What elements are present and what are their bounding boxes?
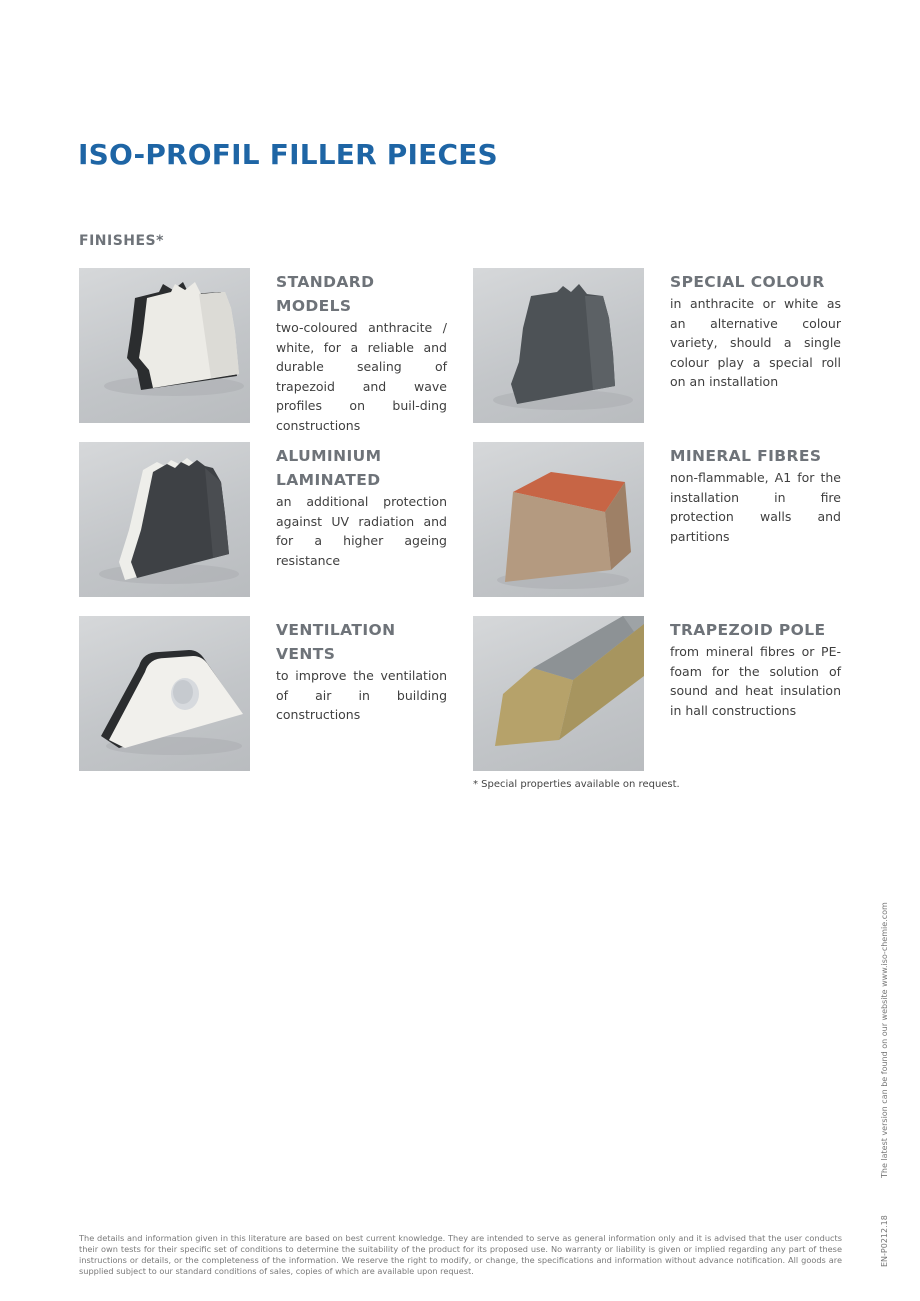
finish-item-trapezoid-pole bbox=[473, 616, 843, 771]
page-title: ISO-PROFIL FILLER PIECES bbox=[78, 138, 498, 171]
item-description: in anthracite or white as an alternative colour variety, should a single colour play a special roll on an installation bbox=[670, 296, 841, 389]
disclaimer: The details and information given in this literature are based on best current knowledge. They are intended to serve as general information only and it is advised that the user conducts their own tests for their specific set of conditions to determine the suitability of the product for its proposed use. No warranty or liability is given or implied regarding any part of these instructions or details, or the completeness of the information. We reserve the right to modify, or change, the specifications and information without advance notification. All goods are supplied subject to our standard conditions of sales, copies of which are available upon request. bbox=[79, 1233, 842, 1276]
item-title: STANDARD MODELS bbox=[276, 273, 375, 315]
item-description: an additional protection against UV radiation and for a higher ageing resistance bbox=[276, 494, 447, 568]
finish-item-mineral-fibres bbox=[473, 442, 843, 597]
special-colour-filler-image bbox=[473, 268, 644, 423]
standard-model-filler-image bbox=[79, 268, 250, 423]
item-title: TRAPEZOID POLE bbox=[670, 621, 826, 639]
item-description: non-flammable, A1 for the installation in fire protection walls and partitions bbox=[670, 470, 841, 544]
website-note: The latest version can be found on our website www.iso-chemie.com bbox=[880, 902, 889, 1178]
trapezoid-pole-image bbox=[473, 616, 644, 771]
section-title: FINISHES* bbox=[79, 233, 164, 249]
item-description: two-coloured anthracite / white, for a reliable and durable sealing of trapezoid and wave profiles on buil-ding constructions bbox=[276, 320, 447, 433]
item-title: ALUMINIUM LAMINATED bbox=[276, 447, 382, 489]
finish-item-special-colour bbox=[473, 268, 843, 423]
finish-item-standard-models bbox=[79, 268, 449, 433]
aluminium-laminated-filler-image bbox=[79, 442, 250, 597]
item-description: from mineral fibres or PE-foam for the solution of sound and heat insulation in hall constructions bbox=[670, 644, 841, 718]
ventilation-vent-filler-image bbox=[79, 616, 250, 771]
finish-item-ventilation-vents bbox=[79, 616, 449, 771]
item-title: VENTILATION VENTS bbox=[276, 621, 396, 663]
item-title: MINERAL FIBRES bbox=[670, 447, 822, 465]
finish-item-aluminium-laminated bbox=[79, 442, 449, 597]
item-title: SPECIAL COLOUR bbox=[670, 273, 825, 291]
document-code: EN-P0212.18 bbox=[880, 1215, 889, 1267]
mineral-fibres-filler-image bbox=[473, 442, 644, 597]
footnote: * Special properties available on request. bbox=[473, 779, 680, 790]
item-description: to improve the ventilation of air in building constructions bbox=[276, 668, 447, 722]
